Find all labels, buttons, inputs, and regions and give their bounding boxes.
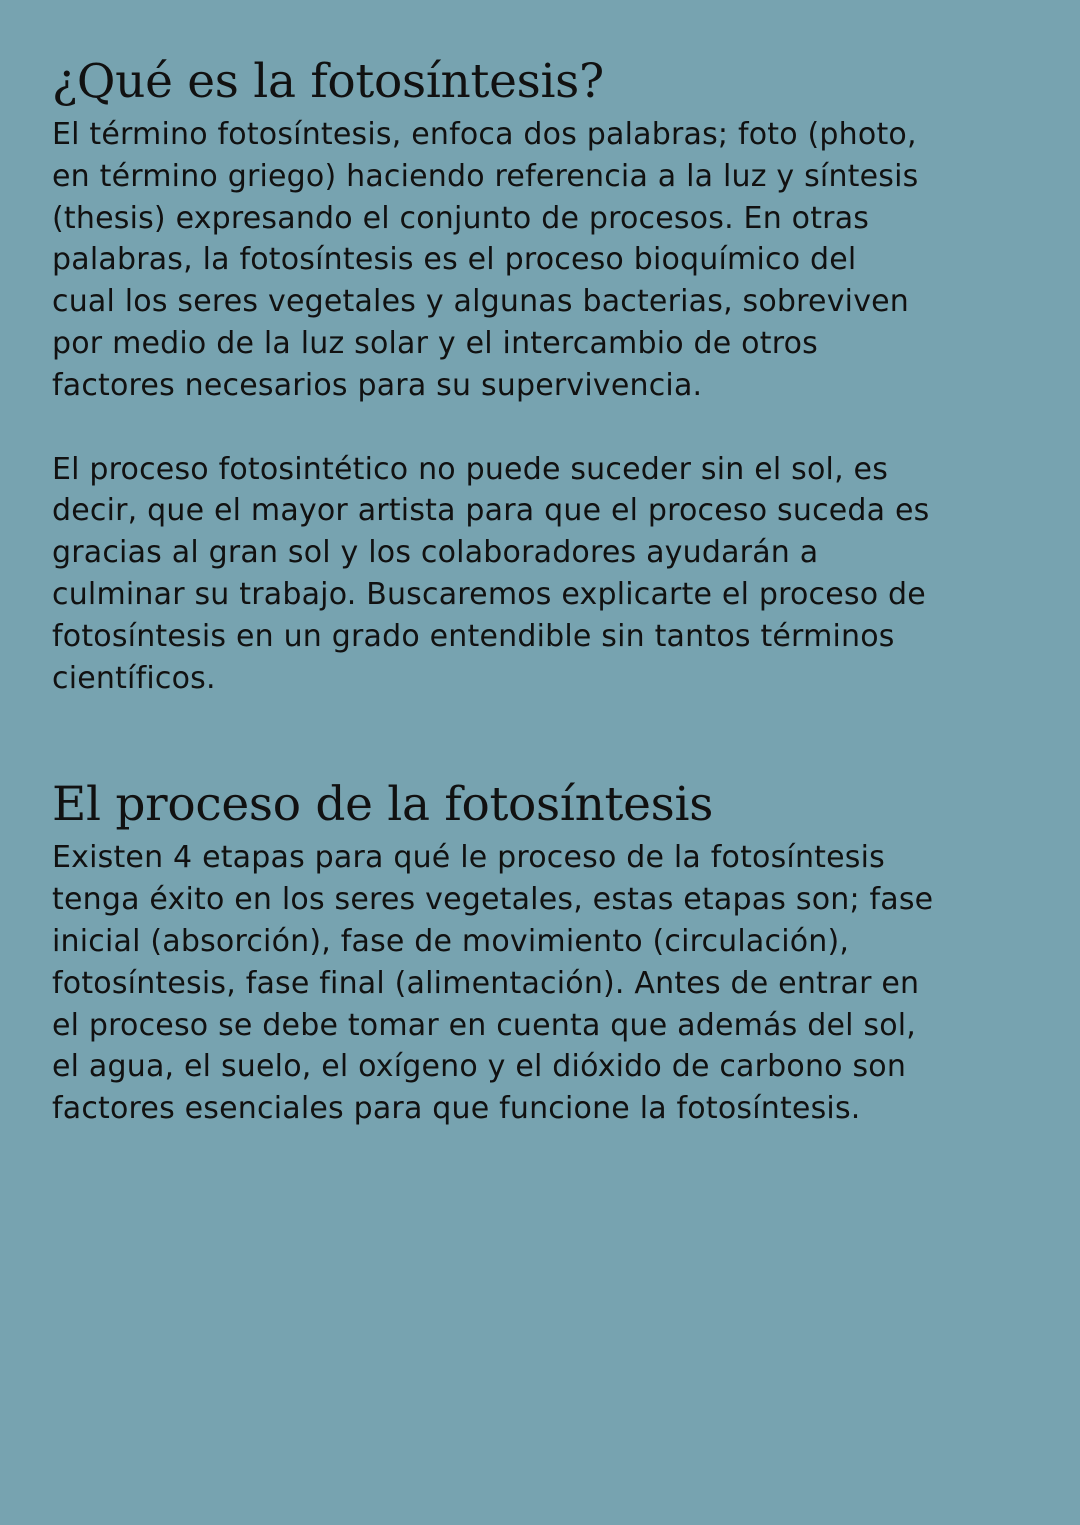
text-line: por medio de la luz solar y el intercambio de otros (52, 325, 818, 361)
text-line: fotosíntesis, fase final (alimentación). Antes de entrar en (52, 965, 920, 1001)
text-line: en término griego) haciendo referencia a la luz y síntesis (52, 158, 919, 194)
text-line: factores necesarios para su supervivencia. (52, 367, 703, 403)
section-spacer (52, 699, 1042, 773)
text-line: decir, que el mayor artista para que el proceso suceda es (52, 493, 930, 529)
text-line: fotosíntesis en un grado entendible sin tantos términos (52, 618, 895, 654)
text-line: cual los seres vegetales y algunas bacterias, sobreviven (52, 284, 910, 320)
text-line: culminar su trabajo. Buscaremos explicarte el proceso de (52, 576, 926, 612)
section-title-que-es: ¿Qué es la fotosíntesis? (52, 54, 604, 109)
text-line: inicial (absorción), fase de movimiento (circulación), (52, 923, 850, 959)
text-line: tenga éxito en los seres vegetales, estas etapas son; fase (52, 882, 934, 918)
text-line: factores esenciales para que funcione la fotosíntesis. (52, 1091, 861, 1127)
text-line: el proceso se debe tomar en cuenta que además del sol, (52, 1007, 917, 1043)
text-line: el agua, el suelo, el oxígeno y el dióxido de carbono son (52, 1049, 907, 1085)
section-title-proceso: El proceso de la fotosíntesis (52, 777, 714, 833)
paragraph-spacer (52, 407, 1042, 449)
text-line: científicos. (52, 660, 216, 696)
text-line: (thesis) expresando el conjunto de procesos. En otras (52, 200, 870, 236)
text-line: gracias al gran sol y los colaboradores ayudarán a (52, 535, 819, 571)
paragraph-sun-role (52, 449, 1042, 700)
text-line: Existen 4 etapas para qué le proceso de la fotosíntesis (52, 840, 885, 876)
text-line: El término fotosíntesis, enfoca dos palabras; foto (photo, (52, 117, 917, 152)
paragraph-definition (52, 114, 1042, 407)
paragraph-stages (52, 837, 1042, 1130)
text-line: palabras, la fotosíntesis es el proceso bioquímico del (52, 242, 857, 278)
text-line: El proceso fotosintético no puede suceder sin el sol, es (52, 451, 889, 487)
document-content (52, 50, 1042, 1130)
